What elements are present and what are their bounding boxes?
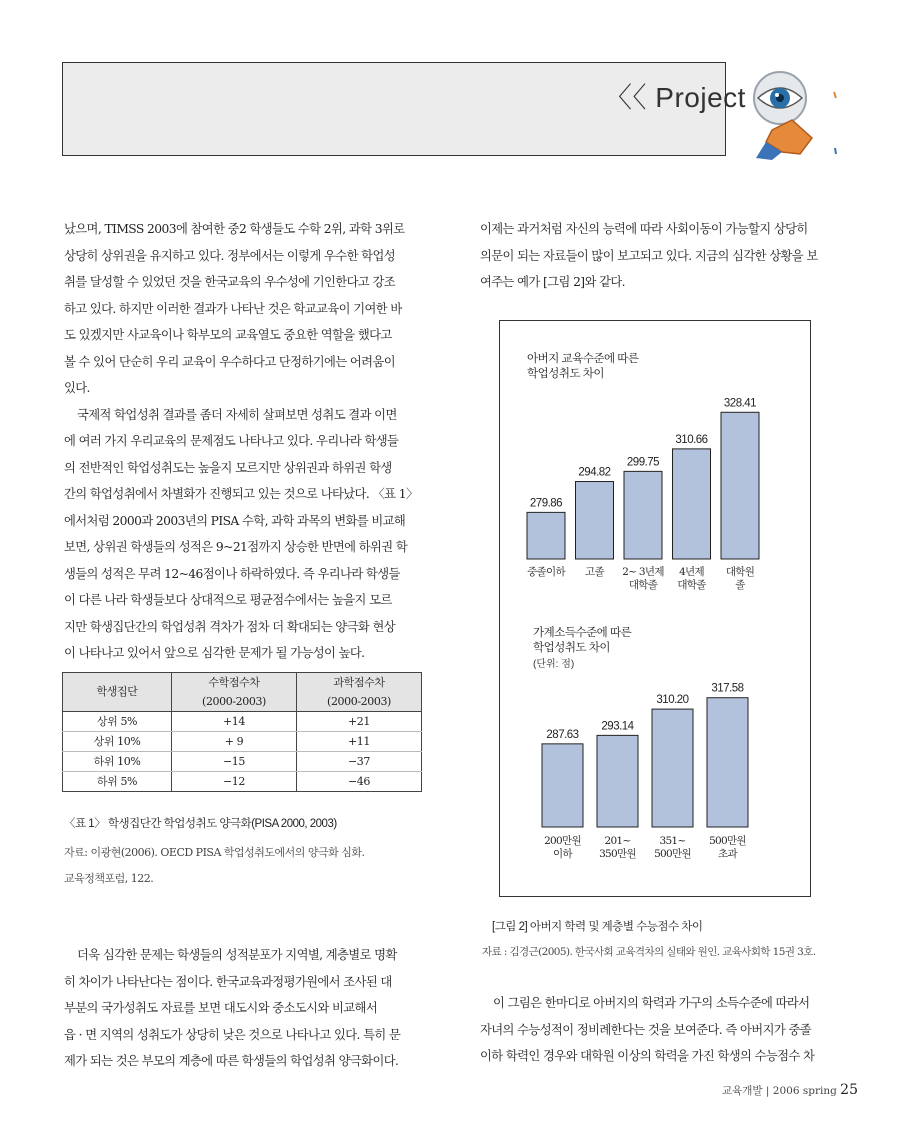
text-line: 취를 달성할 수 있었던 것을 한국교육의 우수성에 기인한다고 강조 (64, 275, 395, 289)
journal-name: 교육개발 | 2006 spring (722, 1085, 837, 1097)
table-cell: −46 (297, 772, 422, 792)
right-column-text-bottom (480, 990, 850, 1070)
chart-subtitle: (단위: 점) (533, 659, 575, 670)
text-line: 읍 · 면 지역의 성취도가 상당히 낮은 것으로 나타나고 있다. 특히 문 (64, 1027, 401, 1042)
table-cell: −37 (297, 752, 422, 772)
page-footer (722, 1082, 858, 1098)
right-column-text (480, 216, 850, 296)
chart-category-label: 고졸 (585, 566, 604, 578)
table-source-line: 자료: 이광현(2006). OECD PISA 학업성취도에서의 양극화 심화. (64, 846, 365, 859)
text-line: 의문이 되는 자료들이 많이 보고되고 있다. 지금의 심각한 상황을 보 (480, 248, 818, 263)
chart-value-label: 293.14 (601, 720, 634, 733)
chart-bar (624, 471, 662, 559)
col-header-science: 과학점수차 (297, 673, 422, 693)
chart-value-label: 299.75 (626, 456, 660, 469)
text-line: 볼 수 있어 단순히 우리 교육이 우수하다고 단정하기에는 어려움이 (64, 354, 395, 369)
text-line: 이 그림은 한마디로 아버지의 학력과 가구의 소득수준에 따라서 (493, 996, 810, 1010)
page-number: 25 (840, 1082, 858, 1098)
chart-category-label: 500만원 (654, 848, 691, 860)
col-header-math: 수학점수차 (172, 673, 297, 693)
figure-2 (499, 320, 811, 897)
table-cell: +11 (297, 732, 422, 752)
chart-bar (576, 482, 614, 559)
text-line: 생들의 성적은 무려 12~46점이나 하락하였다. 즉 우리나라 학생들 (64, 566, 400, 581)
chart-title-line: 가계소득수준에 따른 (533, 627, 632, 639)
chart-bar (673, 449, 711, 559)
chart-category-label: 졸 (735, 579, 745, 591)
chart-category-label: 351~ (659, 835, 686, 847)
text-line: 간의 학업성취에서 차별화가 진행되고 있는 것으로 나타났다. 〈표 1〉 (64, 487, 418, 501)
section-label: 〈〈 Project (604, 82, 746, 113)
chart-value-label: 328.41 (723, 397, 757, 410)
text-line: 도 있겠지만 사교육이나 학부모의 교육열도 중요한 역할을 했다고 (64, 328, 392, 342)
text-line: 났으며, TIMSS 2003에 참여한 중2 학생들도 수학 2위, 과학 3위로 (64, 222, 405, 236)
chart-category-label: 초과 (718, 848, 737, 860)
chart-category-label: 200만원 (544, 835, 581, 847)
table-cell: −15 (172, 752, 297, 772)
table-row (63, 752, 422, 772)
figure-caption: [그림 2] 아버지 학력 및 계층별 수능점수 차이 (492, 921, 703, 933)
text-line: 이하 학력인 경우와 대학원 이상의 학력을 가진 학생의 수능점수 차 (480, 1049, 815, 1063)
text-line: 지만 학생집단간의 학업성취 격차가 점차 더 확대되는 양극화 현상 (64, 619, 395, 634)
text-line: 자녀의 수능성적이 정비례한다는 것을 보여준다. 즉 아버지가 중졸 (480, 1022, 811, 1037)
chart-bar (652, 709, 693, 827)
chart-title-line: 학업성취도 차이 (527, 368, 604, 380)
table-cell: 하위 10% (63, 752, 172, 772)
chart-category-label: 중졸이하 (527, 566, 565, 578)
text-line: 이 다른 나라 학생들보다 상대적으로 평균점수에서는 높을지 모르 (64, 593, 392, 607)
chart-bar (542, 744, 583, 827)
table-score-gap (62, 672, 422, 792)
text-line: 하고 있다. 하지만 이러한 결과가 나타난 것은 학교교육이 기여한 바 (64, 301, 402, 316)
text-line: 더욱 심각한 문제는 학생들의 성적분포가 지역별, 계층별로 명확 (77, 948, 397, 962)
chart-value-label: 287.63 (546, 728, 579, 741)
text-line: 부분의 국가성취도 자료를 보면 대도시와 중소도시와 비교해서 (64, 1001, 378, 1015)
left-column-text-bottom (64, 942, 434, 1075)
chart-value-label: 310.20 (656, 694, 689, 707)
text-line: 국제적 학업성취 결과를 좀더 자세히 살펴보면 성취도 결과 이면 (77, 407, 397, 422)
text-line: 히 차이가 나타난다는 점이다. 한국교육과정평가원에서 조사된 대 (64, 974, 392, 989)
table-source-line: 교육정책포럼, 122. (64, 872, 154, 885)
table-row (63, 732, 422, 752)
text-line: 상당히 상위권을 유지하고 있다. 정부에서는 이렇게 우수한 학업성 (64, 248, 395, 263)
table-cell: +21 (297, 712, 422, 732)
text-line: 이제는 과거처럼 자신의 능력에 따라 사회이동이 가능할지 상당히 (480, 222, 808, 236)
table-cell: +14 (172, 712, 297, 732)
chart-value-label: 279.86 (529, 497, 563, 510)
table-cell: 상위 10% (63, 732, 172, 752)
table-cell: + 9 (172, 732, 297, 752)
chart-category-label: 이하 (553, 848, 572, 860)
chart-bar (527, 512, 565, 559)
table-cell: −12 (172, 772, 297, 792)
chart-category-label: 대학졸 (628, 579, 658, 591)
col-header-math-period: (2000-2003) (172, 692, 297, 712)
col-header-group: 학생집단 (63, 673, 172, 712)
text-line: 에 여러 가지 우리교육의 문제점도 나타나고 있다. 우리나라 학생들 (64, 434, 399, 448)
chart-bar (597, 735, 638, 827)
col-header-science-period: (2000-2003) (297, 692, 422, 712)
table-row (63, 712, 422, 732)
left-column-text (64, 216, 434, 667)
table-caption: 〈표 1〉 학생집단간 학업성취도 양극화(PISA 2000, 2003) (64, 818, 337, 830)
text-line: 여주는 예가 [그림 2]와 같다. (480, 275, 625, 289)
text-line: 있다. (64, 381, 90, 395)
eye-magnifier-icon (742, 68, 838, 164)
table-cell: 하위 5% (63, 772, 172, 792)
chart-bar (721, 412, 759, 559)
chart-category-label: 201~ (604, 835, 631, 847)
chart-title-line: 아버지 교육수준에 따른 (527, 353, 639, 365)
chart-category-label: 350만원 (599, 848, 636, 860)
table-row (63, 772, 422, 792)
chart-title-line: 학업성취도 차이 (533, 642, 610, 654)
table-cell: 상위 5% (63, 712, 172, 732)
text-line: 보면, 상위권 학생들의 성적은 9~21점까지 상승한 반면에 하위권 학 (64, 540, 408, 554)
text-line: 에서처럼 2000과 2003년의 PISA 수학, 과학 과목의 변화를 비교해 (64, 513, 406, 528)
text-line: 이 나타나고 있어서 앞으로 심각한 문제가 될 가능성이 높다. (64, 646, 365, 660)
figure-2-charts (500, 321, 810, 896)
chart-bar (707, 698, 748, 827)
chart-category-label: 4년제 (679, 566, 704, 578)
chart-category-label: 대학졸 (677, 579, 706, 591)
chart-category-label: 500만원 (709, 835, 746, 847)
chart-category-label: 대학원 (725, 566, 755, 578)
text-line: 제가 되는 것은 부모의 계층에 따른 학생들의 학업성취 양극화이다. (64, 1054, 399, 1068)
chart-category-label: 2~ 3년제 (622, 566, 664, 578)
text-line: 의 전반적인 학업성취도는 높을지 모르지만 상위권과 하위권 학생 (64, 460, 392, 475)
chart-value-label: 294.82 (578, 466, 611, 479)
chart-value-label: 310.66 (675, 433, 708, 446)
figure-source: 자료 : 김경근(2005). 한국사회 교육격차의 실태와 원인. 교육사회학 15권 3호. (482, 946, 816, 958)
chart-value-label: 317.58 (711, 682, 744, 695)
